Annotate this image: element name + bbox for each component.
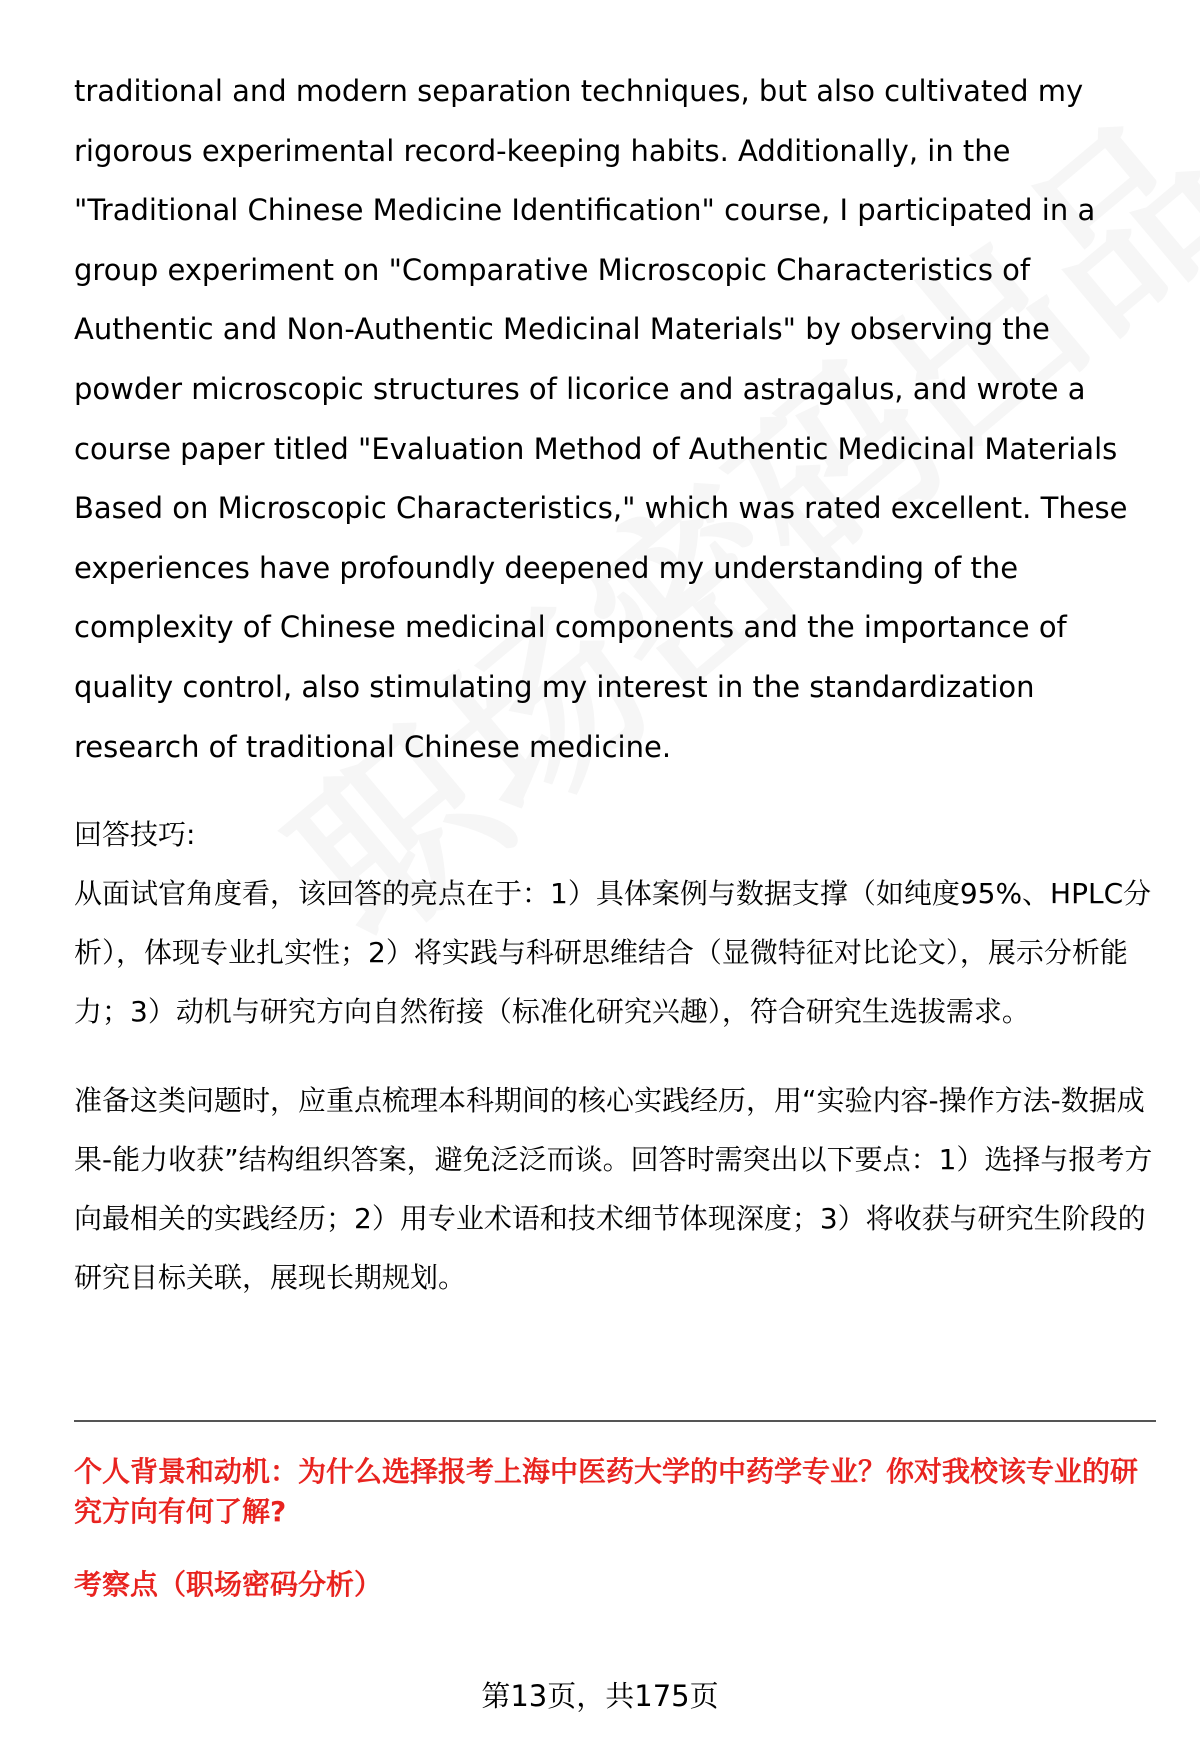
page-number-footer: 第13页，共175页 <box>481 1679 719 1713</box>
answer-english-paragraph: traditional and modern separation techniques, but also cultivated my rigorous experimental record-keeping habits. Additionally, in the "Traditional Chinese Medicine Identification" course, I participated in a group experiment on "Comparative Microscopic Characteristics of Authentic and Non-Authentic Medicinal Materials" by observing the powder microscopic structures of licorice and astragalus, and wrote a course paper titled "Evaluation Method of Authentic Medicinal Materials Based on Microscopic Characteristics," which was rated excellent. These experiences have profoundly deepened my understanding of the complexity of Chinese medicinal components and the importance of quality control, also stimulating my interest in the standardization research of traditional Chinese medicine. <box>74 74 1128 764</box>
tips-paragraph-1: 从面试官角度看，该回答的亮点在于：1）具体案例与数据支撑（如纯度95%、HPLC分析），体现专业扎实性；2）将实践与科研思维结合（显微特征对比论文），展示分析能力；3）动机与研究方向自然衔接（标准化研究兴趣），符合研究生选拔需求。 <box>74 877 1152 1029</box>
tips-label: 回答技巧: <box>74 818 196 852</box>
next-question-title: 个人背景和动机：为什么选择报考上海中医药大学的中药学专业？你对我校该专业的研究方向有何了解? <box>74 1455 1139 1528</box>
next-question-subheading: 考察点（职场密码分析） <box>74 1568 383 1601</box>
section-divider <box>74 1420 1156 1422</box>
tips-paragraph-2: 准备这类问题时，应重点梳理本科期间的核心实践经历，用“实验内容-操作方法-数据成果-能力收获”结构组织答案，避免泛泛而谈。回答时需突出以下要点：1）选择与报考方向最相关的实践经历；2）用专业术语和技术细节体现深度；3）将收获与研究生阶段的研究目标关联，展现长期规划。 <box>74 1084 1153 1295</box>
document-page <box>74 62 1154 1307</box>
